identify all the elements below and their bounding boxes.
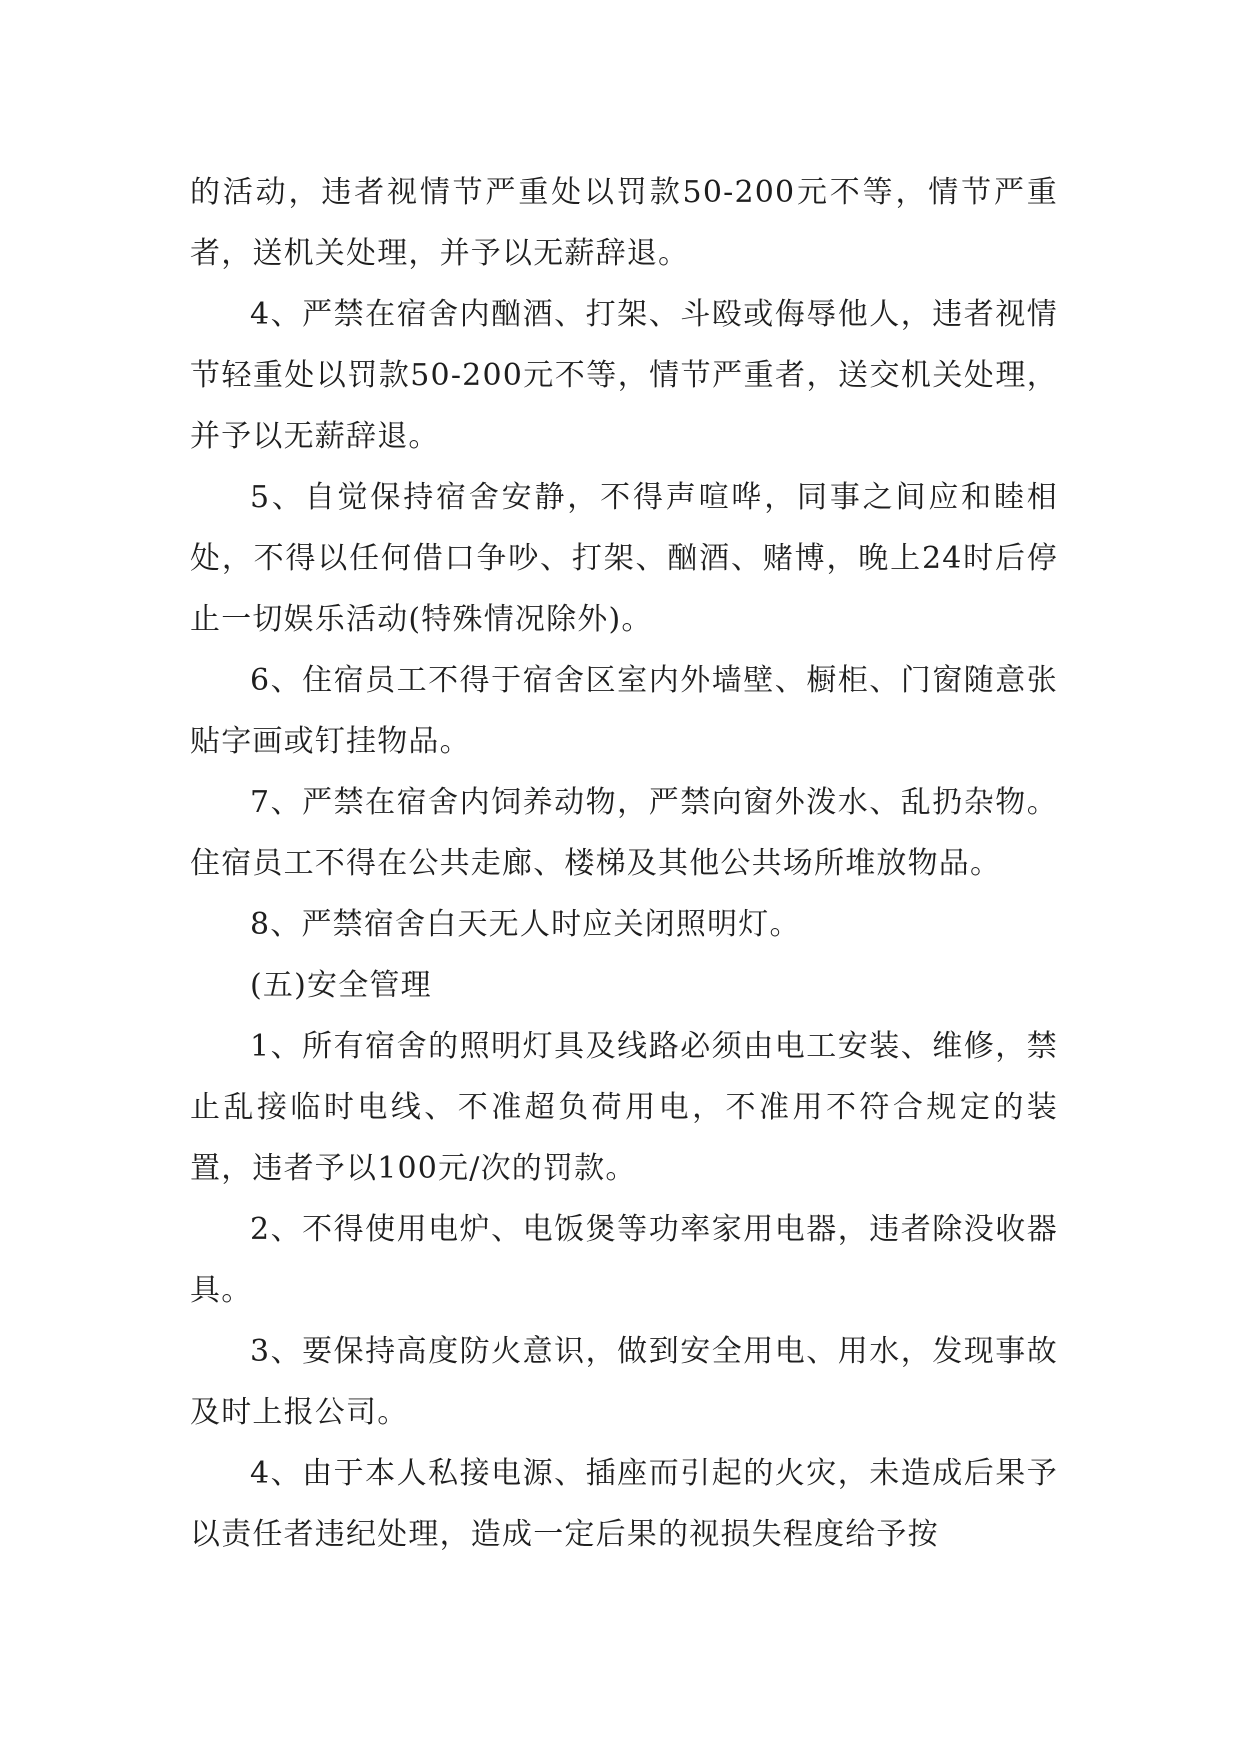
paragraph-continuation: 的活动，违者视情节严重处以罚款50-200元不等，情节严重者，送机关处理，并予以无薪辞退。	[190, 175, 1058, 271]
document-body	[190, 162, 1058, 1565]
paragraph-safety-1: 1、所有宿舍的照明灯具及线路必须由电工安装、维修，禁止乱接临时电线、不准超负荷用电，不准用不符合规定的装置，违者予以100元/次的罚款。	[190, 1029, 1058, 1186]
paragraph-item-8: 8、严禁宿舍白天无人时应关闭照明灯。	[250, 907, 801, 942]
paragraph-safety-4: 4、由于本人私接电源、插座而引起的火灾，未造成后果予以责任者违纪处理，造成一定后果的视损失程度给予按	[190, 1456, 1058, 1552]
paragraph-item-7: 7、严禁在宿舍内饲养动物，严禁向窗外泼水、乱扔杂物。住宿员工不得在公共走廊、楼梯及其他公共场所堆放物品。	[190, 785, 1058, 881]
paragraph-safety-3: 3、要保持高度防火意识，做到安全用电、用水，发现事故及时上报公司。	[190, 1334, 1058, 1430]
section-heading-safety: (五)安全管理	[250, 968, 432, 1003]
paragraph-item-4: 4、严禁在宿舍内酗酒、打架、斗殴或侮辱他人，违者视情节轻重处以罚款50-200元不等，情节严重者，送交机关处理，并予以无薪辞退。	[190, 297, 1058, 454]
paragraph-item-5: 5、自觉保持宿舍安静，不得声喧哗，同事之间应和睦相处，不得以任何借口争吵、打架、酗酒、赌博，晚上24时后停止一切娱乐活动(特殊情况除外)。	[190, 480, 1058, 637]
paragraph-safety-2: 2、不得使用电炉、电饭煲等功率家用电器，违者除没收器具。	[190, 1212, 1058, 1308]
paragraph-item-6: 6、住宿员工不得于宿舍区室内外墙壁、橱柜、门窗随意张贴字画或钉挂物品。	[190, 663, 1058, 759]
